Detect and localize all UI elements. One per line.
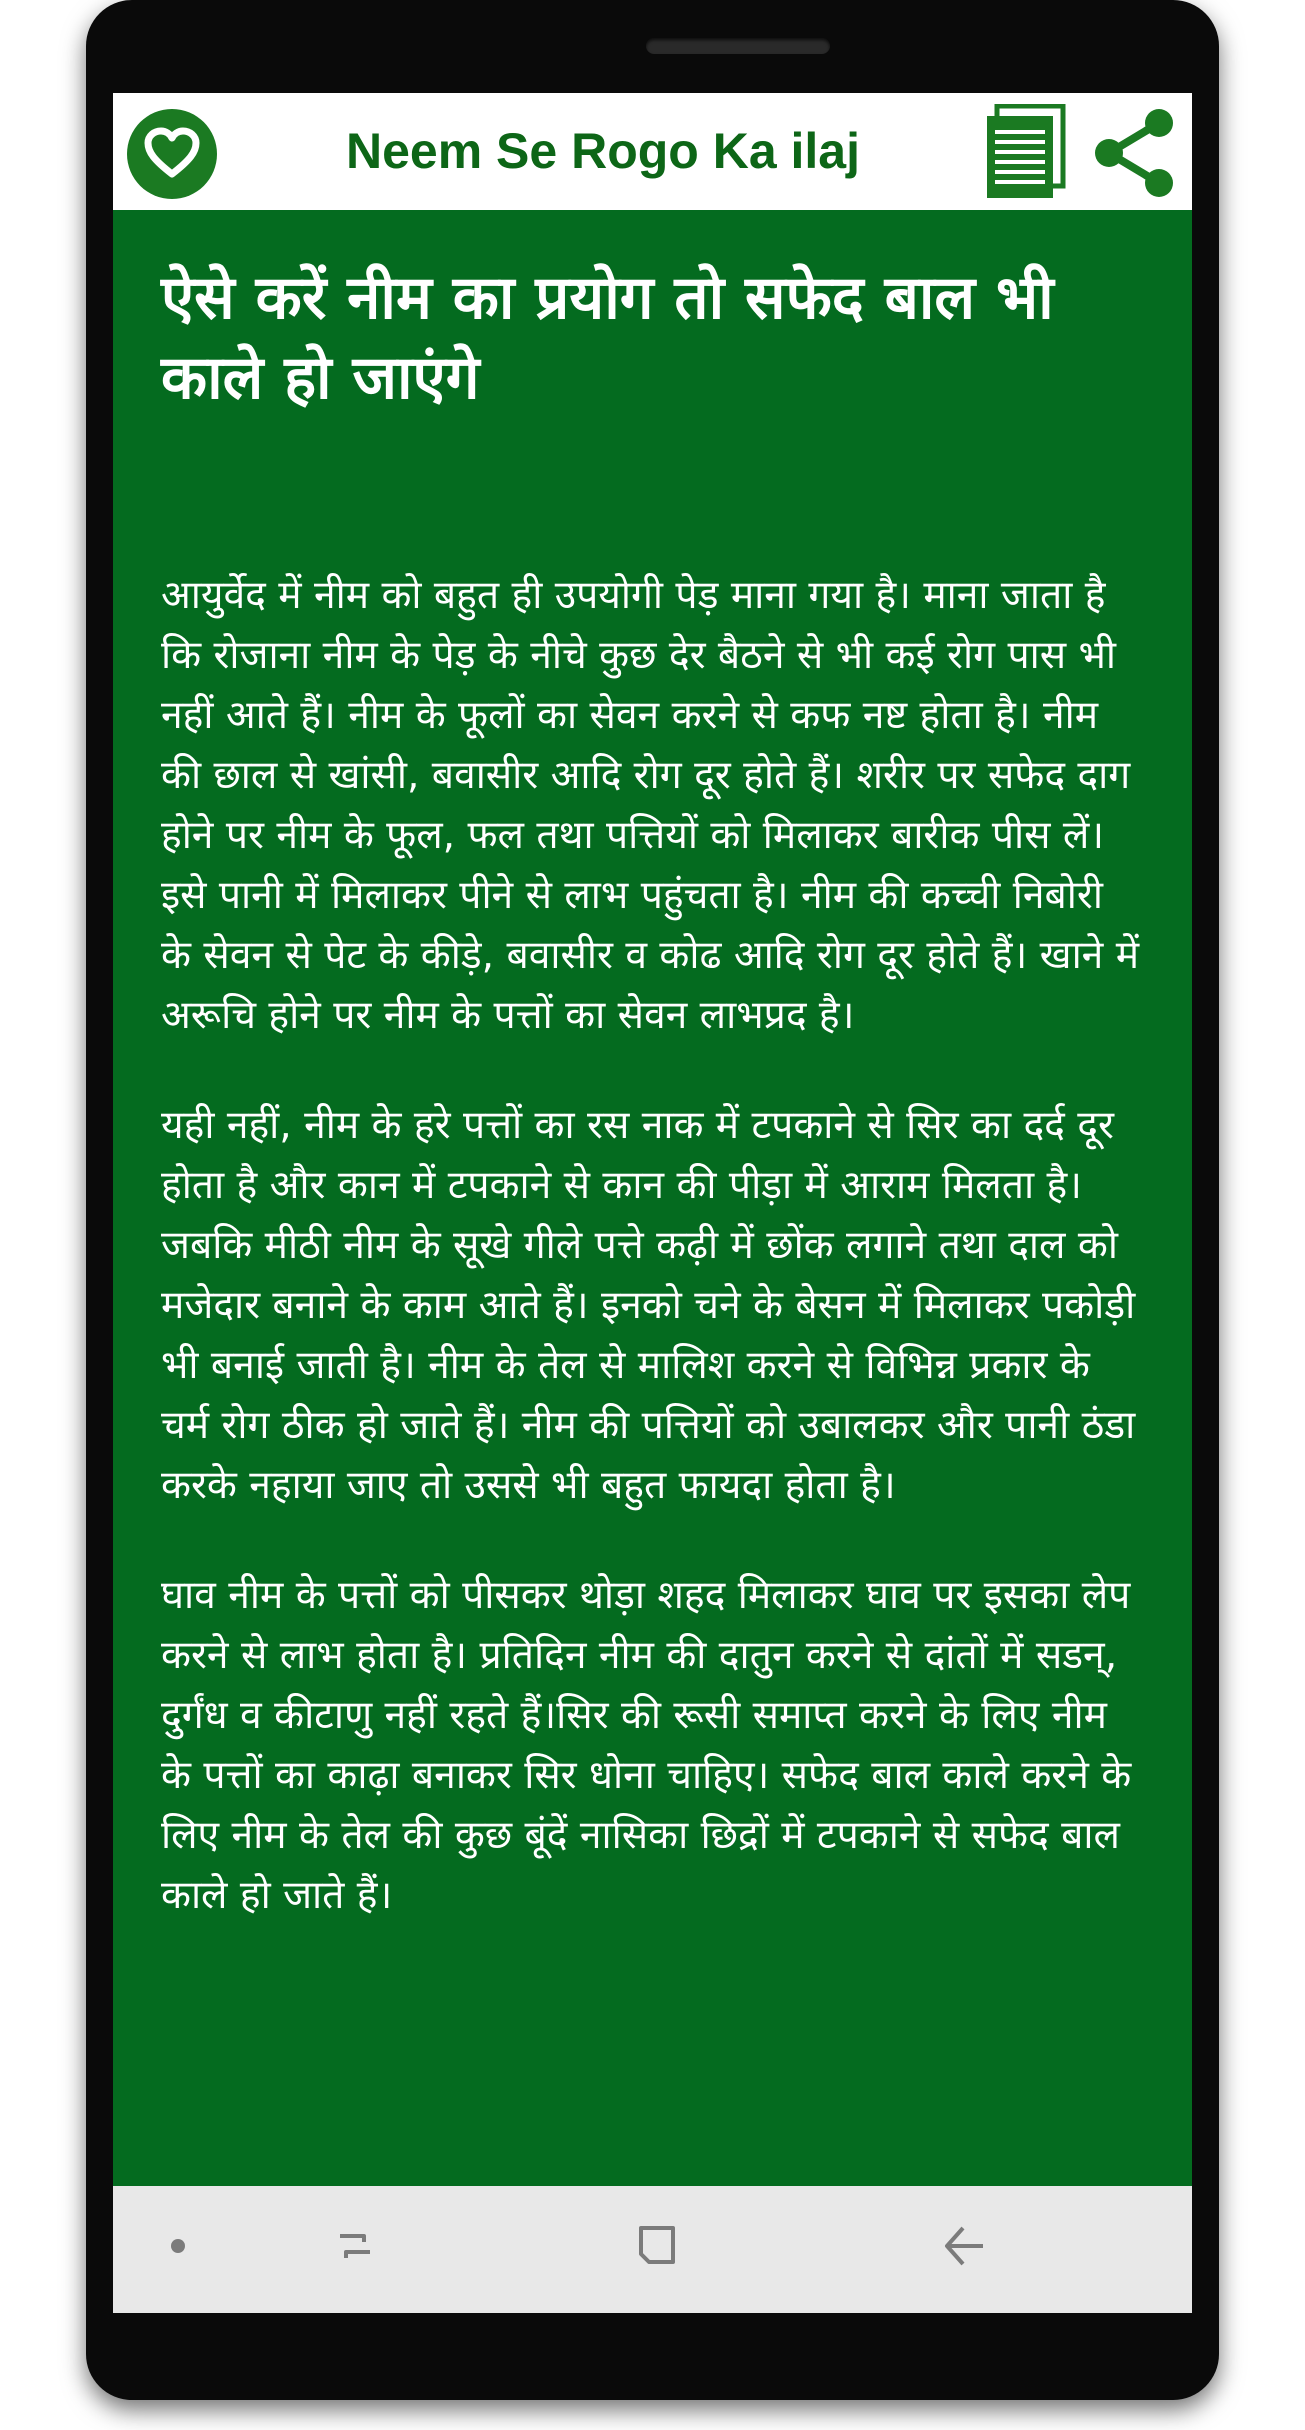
speaker-grille <box>646 38 830 54</box>
document-list-button[interactable] <box>983 104 1069 200</box>
back-icon <box>933 2216 993 2276</box>
app-title: Neem Se Rogo Ka ilaj <box>345 123 861 179</box>
app-bar <box>113 93 1192 210</box>
share-button[interactable] <box>1091 107 1179 199</box>
recent-apps-button[interactable] <box>326 2216 386 2276</box>
dot-icon <box>160 2216 220 2276</box>
share-icon <box>1091 107 1179 199</box>
heart-icon <box>144 126 200 182</box>
article-paragraph: आयुर्वेद में नीम को बहुत ही उपयोगी पेड़ माना गया है। माना जाता है कि रोजाना नीम के पेड़ के नीचे कुछ देर बैठने से भी कई रोग पास भी नहीं आते हैं। नीम के फूलों का सेवन करने से कफ नष्ट होता है। नीम की छाल से खांसी, बवासीर आदि रोग दूर होते हैं। शरीर पर सफेद दाग होने पर नीम के फूल, फल तथा पत्तियों को मिलाकर बारीक पीस लें। इसे पानी में मिलाकर पीने से लाभ पहुंचता है। नीम की कच्ची निबोरी के सेवन से पेट के कीड़े, बवासीर व कोढ आदि रोग दूर होते हैं। खाने में अरूचि होने पर नीम के पत्तों का सेवन लाभप्रद है। <box>161 573 1140 1038</box>
nav-dot-button[interactable] <box>160 2216 220 2276</box>
recent-apps-icon <box>326 2216 386 2276</box>
article-paragraph: घाव नीम के पत्तों को पीसकर थोड़ा शहद मिलाकर घाव पर इसका लेप करने से लाभ होता है। प्रतिदिन नीम की दातुन करने से दांतों में सडन्, दुर्गंध व कीटाणु नहीं रहते हैं।सिर की रूसी समाप्त करने के लिए नीम के पत्तों का काढ़ा बनाकर सिर धोना चाहिए। सफेद बाल काले करने के लिए नीम के तेल की कुछ बूंदें नासिका छिद्रों में टपकाने से सफेद बाल काले हो जाते हैं। <box>161 1573 1132 1918</box>
app-screen <box>113 93 1192 2313</box>
home-icon <box>627 2216 687 2276</box>
back-button[interactable] <box>933 2216 993 2276</box>
article-content[interactable] <box>113 210 1192 2280</box>
favorite-button[interactable] <box>127 109 217 199</box>
article-title: ऐसे करें नीम का प्रयोग तो सफेद बाल भी काले हो जाएंगे <box>161 263 1054 413</box>
system-nav-bar <box>113 2186 1192 2313</box>
article-paragraph: यही नहीं, नीम के हरे पत्तों का रस नाक में टपकाने से सिर का दर्द दूर होता है और कान में टपकाने से कान की पीड़ा में आराम मिलता है। जबकि मीठी नीम के सूखे गीले पत्ते कढ़ी में छोंक लगाने तथा दाल को मजेदार बनाने के काम आते हैं। इनको चने के बेसन में मिलाकर पकोड़ी भी बनाई जाती है। नीम के तेल से मालिश करने से विभिन्न प्रकार के चर्म रोग ठीक हो जाते हैं। नीम की पत्तियों को उबालकर और पानी ठंडा करके नहाया जाए तो उससे भी बहुत फायदा होता है। <box>161 1103 1136 1508</box>
document-list-icon <box>983 104 1069 200</box>
home-button[interactable] <box>627 2216 687 2276</box>
